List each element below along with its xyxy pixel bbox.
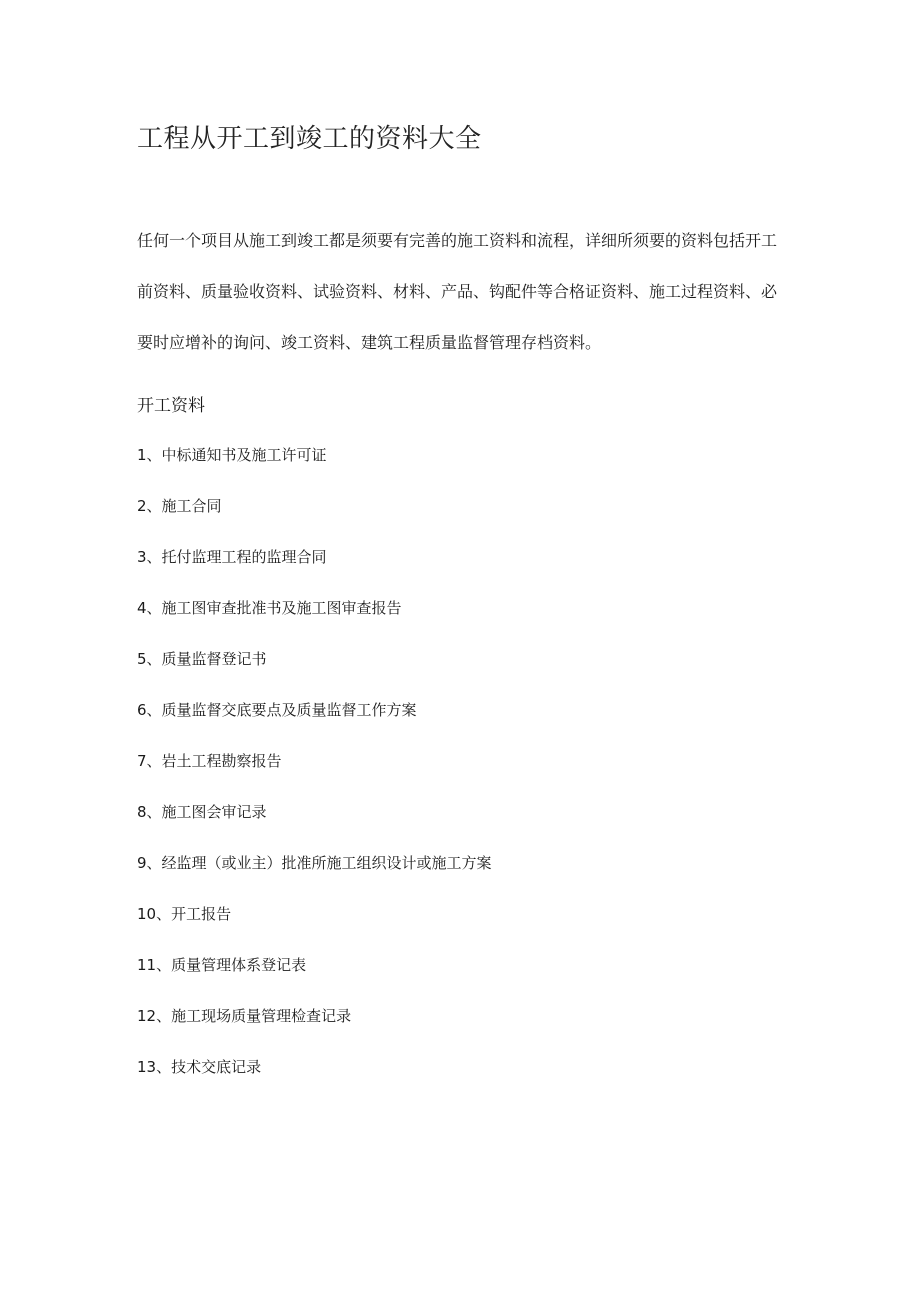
list-item: 3、托付监理工程的监理合同 [137, 548, 327, 566]
list-item: 9、经监理（或业主）批准所施工组织设计或施工方案 [137, 854, 492, 872]
list-item: 7、岩土工程勘察报告 [137, 752, 282, 770]
list-item: 5、质量监督登记书 [137, 650, 267, 668]
document-title: 工程从开工到竣工的资料大全 [137, 124, 482, 154]
list-item: 4、施工图审查批准书及施工图审查报告 [137, 599, 402, 617]
start-documents-list [137, 443, 492, 1106]
list-item: 13、技术交底记录 [137, 1058, 262, 1076]
list-item: 10、开工报告 [137, 905, 232, 923]
list-item: 1、中标通知书及施工许可证 [137, 446, 327, 464]
list-item: 2、施工合同 [137, 497, 222, 515]
list-item: 12、施工现场质量管理检查记录 [137, 1007, 352, 1025]
list-item: 8、施工图会审记录 [137, 803, 267, 821]
list-item: 11、质量管理体系登记表 [137, 956, 307, 974]
intro-paragraph: 任何一个项目从施工到竣工都是须要有完善的施工资料和流程，详细所须要的资料包括开工前资料、质量验收资料、试验资料、材料、产品、钩配件等合格证资料、施工过程资料、必要时应增补的询问、竣工资料、建筑工程质量监督管理存档资料。 [137, 231, 778, 352]
section-heading-start-documents: 开工资料 [137, 396, 205, 416]
list-item: 6、质量监督交底要点及质量监督工作方案 [137, 701, 417, 719]
